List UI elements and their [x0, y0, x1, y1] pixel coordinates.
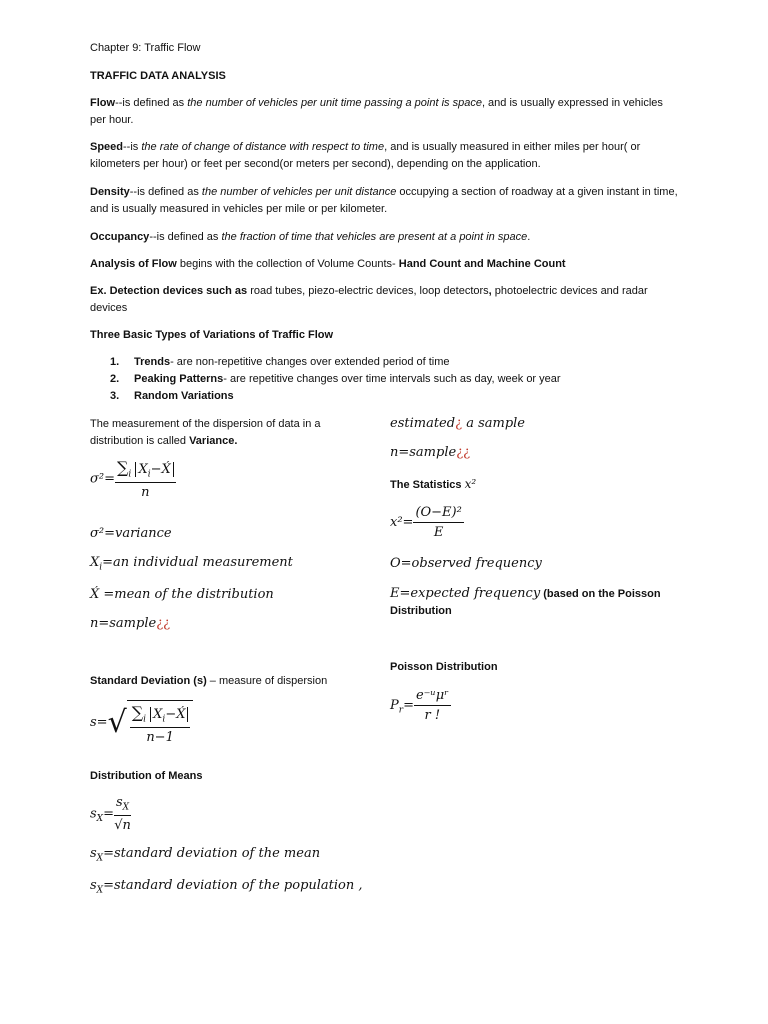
- list-item-term: Trends: [134, 356, 171, 368]
- def-n: [90, 616, 170, 631]
- n-sample-right: [390, 445, 470, 460]
- analysis-bold-end: Hand Count and Machine Count: [398, 258, 566, 270]
- analysis-text: begins with the collection of Volume Counts-: [176, 258, 399, 270]
- section-title: TRAFFIC DATA ANALYSIS: [90, 70, 226, 82]
- def-speed: [90, 139, 680, 173]
- variance-eq-lhs: σ²=: [90, 471, 115, 487]
- sqrt-body: [127, 700, 194, 745]
- def-sx-sub: X: [96, 885, 104, 896]
- detection-text1: road tubes, piezo-electric devices, loop detectors: [247, 285, 489, 297]
- distribution-of-means-heading: Distribution of Means: [90, 770, 203, 782]
- sx-lhs-sub: X: [96, 813, 104, 824]
- detection-comma: ,: [488, 285, 492, 297]
- def-sigma: σ²=variance: [90, 526, 172, 541]
- estimated-sample: [390, 416, 525, 431]
- chapter-title: Chapter 9: Traffic Flow: [90, 42, 201, 54]
- n-sample-text: n=sample: [390, 445, 457, 460]
- def-xbar: X́ =mean of the distribution: [90, 587, 274, 602]
- def-n-text: n=sample: [90, 616, 157, 631]
- sd-equation: [90, 700, 193, 745]
- abs-minus-xbar: −X́: [165, 707, 186, 722]
- def-occupancy-italic: the fraction of time that vehicles are present at a point in space: [221, 231, 528, 243]
- def-xi-sub: i: [99, 562, 103, 573]
- def-flow: [90, 95, 680, 129]
- detection-text2: photoelectric devices and radar devices: [90, 285, 648, 314]
- def-flow-pre: --is defined as: [115, 97, 188, 109]
- def-flow-post: , and is usually expressed in vehicles per hour.: [90, 97, 663, 126]
- def-expected-note: (based on the Poisson Distribution: [390, 588, 661, 617]
- def-speed-pre: --is: [123, 141, 142, 153]
- def-xi-text: =an individual measurement: [102, 555, 293, 570]
- def-xi-symbol: X: [90, 555, 100, 570]
- variations-heading: Three Basic Types of Variations of Traffic Flow: [90, 329, 334, 341]
- list-item: [90, 354, 690, 371]
- chi-square-equation: [390, 505, 464, 540]
- list-item: [90, 388, 690, 405]
- sx-num-s: s: [116, 795, 123, 810]
- variance-numerator: [115, 458, 176, 483]
- analysis-term: Analysis of Flow: [90, 258, 177, 270]
- def-sx-mean-text: =standard deviation of the mean: [103, 846, 321, 861]
- abs-value: [150, 707, 188, 725]
- abs-x-sub: i: [162, 714, 166, 725]
- list-item-text: - are repetitive changes over time intervals such as day, week or year: [223, 373, 561, 385]
- def-speed-term: Speed: [90, 141, 124, 153]
- sx-denominator: √n: [114, 817, 131, 833]
- list-item-number: 1.: [110, 356, 120, 368]
- def-speed-italic: the rate of change of distance with respect to time: [141, 141, 385, 153]
- def-sx-population: [90, 878, 363, 896]
- def-sx-symbol: s: [90, 846, 97, 861]
- def-xi: [90, 555, 293, 573]
- sx-fraction: [114, 795, 131, 833]
- abs-x: X: [138, 462, 148, 477]
- chi-lhs: x²=: [390, 515, 414, 530]
- sd-denominator: n−1: [146, 729, 174, 745]
- variance-term: Variance.: [189, 435, 238, 447]
- sx-equation: $s_X=$ $\frac{s_X}{√n}$: [90, 795, 131, 833]
- sx-lhs: s: [90, 806, 97, 822]
- sd-text: – measure of dispersion: [206, 675, 328, 687]
- def-occupancy-pre: --is defined as: [149, 231, 222, 243]
- estimated-text: estimated: [390, 416, 456, 431]
- variance-denominator: n: [141, 484, 150, 500]
- def-sx-sub: X: [96, 853, 104, 864]
- statistics-heading: [390, 476, 476, 494]
- variance-intro-text: The measurement of the dispersion of data in a distribution is called: [90, 418, 321, 447]
- sx-numerator: [114, 795, 131, 816]
- list-item-number: 3.: [110, 390, 120, 402]
- def-density-italic: the number of vehicles per unit distance: [201, 186, 397, 198]
- def-flow-italic: the number of vehicles per unit time passing a point is space: [187, 97, 482, 109]
- estimated-red: ¿: [455, 416, 463, 431]
- poisson-lhs: P: [390, 698, 399, 713]
- chi-numerator: (O−E)²: [413, 505, 463, 523]
- sum-symbol: ∑: [131, 703, 144, 722]
- sum-index: i: [128, 469, 132, 480]
- list-item-term: Random Variations: [134, 390, 234, 402]
- sum-index: i: [143, 714, 147, 725]
- sd-numerator: [130, 703, 191, 728]
- poisson-fraction: [414, 688, 451, 723]
- list-item-number: 2.: [110, 373, 120, 385]
- list-item-term: Peaking Patterns: [134, 373, 224, 385]
- def-expected: [390, 585, 680, 620]
- def-flow-term: Flow: [90, 97, 116, 109]
- sd-eq-lhs: s=: [90, 714, 108, 730]
- list-item-text: - are non-repetitive changes over extended period of time: [170, 356, 450, 368]
- def-density-pre: --is defined as: [129, 186, 202, 198]
- poisson-denominator: r !: [424, 708, 441, 723]
- def-density-term: Density: [90, 186, 130, 198]
- poisson-equation: $P_r=$ $\frac{\text{e⁻ᵘμʳ}}{r !}$: [390, 688, 449, 723]
- def-sx-symbol: s: [90, 878, 97, 893]
- abs-minus-xbar: −X́: [150, 462, 171, 477]
- def-occupancy-post: .: [527, 231, 531, 243]
- variations-list: [90, 354, 690, 405]
- variance-fraction: [115, 458, 176, 500]
- poisson-lhs-sub: r: [398, 705, 404, 716]
- def-sx-mean: [90, 846, 320, 864]
- sd-term: Standard Deviation (s): [90, 675, 207, 687]
- def-sx-population-text: =standard deviation of the population ,: [103, 878, 363, 893]
- sx-num-sub: X: [122, 802, 130, 813]
- def-observed: O=observed frequency: [390, 556, 542, 571]
- abs-value: [135, 462, 173, 480]
- stat-heading-text: The Statistics: [390, 479, 465, 491]
- chi-denominator: E: [433, 525, 444, 540]
- sqrt-symbol: √: [107, 704, 127, 740]
- n-sample-red: ¿¿: [456, 445, 471, 460]
- def-density: [90, 184, 680, 218]
- poisson-numerator: e⁻ᵘμʳ: [414, 688, 451, 706]
- abs-x: X: [153, 707, 163, 722]
- variance-equation: [90, 458, 176, 500]
- detection-term: Ex. Detection devices such as: [90, 285, 248, 297]
- variance-intro: [90, 416, 350, 450]
- def-density-post: occupying a section of roadway at a given instant in time, and is usually measured in vehicles per mile or per kilometer.: [90, 186, 678, 215]
- analysis-of-flow: [90, 256, 690, 273]
- def-expected-text: E=expected frequency: [390, 586, 541, 601]
- chi-fraction: [413, 505, 463, 540]
- poisson-heading: Poisson Distribution: [390, 661, 498, 673]
- standard-deviation: [90, 673, 327, 690]
- abs-x-sub: i: [147, 469, 151, 480]
- def-speed-post: , and is usually measured in either miles per hour( or kilometers per hour) or feet per second(or meters per second), depending on the application.: [90, 141, 641, 170]
- sum-symbol: ∑: [116, 458, 129, 477]
- def-occupancy-term: Occupancy: [90, 231, 150, 243]
- stat-symbol: x²: [464, 477, 477, 491]
- detection-devices: [90, 283, 680, 317]
- def-n-red: ¿¿: [156, 616, 171, 631]
- sd-fraction: [130, 703, 191, 745]
- def-occupancy: [90, 229, 680, 246]
- list-item: [90, 371, 690, 388]
- estimated-rest: a sample: [462, 416, 525, 431]
